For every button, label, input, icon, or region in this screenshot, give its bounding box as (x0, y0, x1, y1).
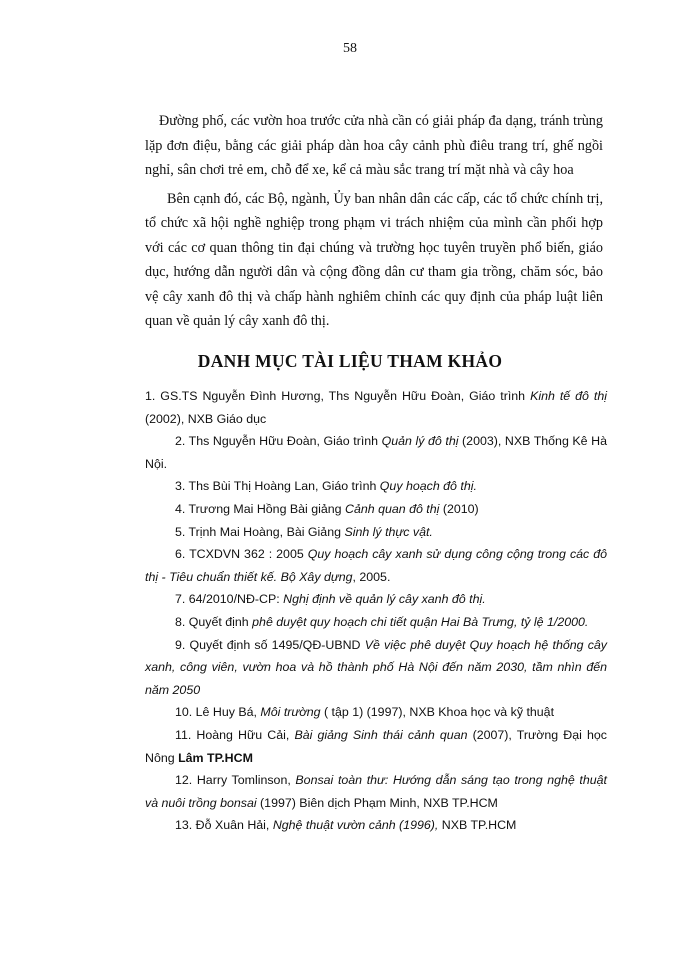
reference-item: 9. Quyết định số 1495/QĐ-UBND Về việc phê duyệt Quy hoạch hệ thống cây xanh, công viên, vườn hoa và hồ thành phố Hà Nội đến năm 2030, tầm nhìn đến năm 2050 (145, 637, 607, 697)
reference-item: 6. TCXDVN 362 : 2005 Quy hoạch cây xanh sử dụng công cộng trong các đô thị - Tiêu chuẩn thiết kế. Bộ Xây dựng, 2005. (145, 547, 608, 584)
reference-item: 5. Trịnh Mai Hoàng, Bài Giảng Sinh lý thực vật. (175, 524, 433, 539)
reference-item: 2. Ths Nguyễn Hữu Đoàn, Giáo trình Quản lý đô thị (2003), NXB Thống Kê Hà Nội. (145, 434, 607, 471)
reference-item: 10. Lê Huy Bá, Môi trường ( tập 1) (1997), NXB Khoa học và kỹ thuật (175, 705, 555, 720)
reference-item: 4. Trương Mai Hồng Bài giảng Cảnh quan đô thị (2010) (175, 501, 479, 516)
reference-item: 1. GS.TS Nguyễn Đình Hương, Ths Nguyễn Hữu Đoàn, Giáo trình Kinh tế đô thị (2002), NXB Giáo dục (145, 389, 607, 426)
paragraph: Đường phố, các vườn hoa trước cửa nhà cần có giải pháp đa dạng, tránh trùng lặp đơn điệu, bằng các giải pháp dàn hoa cây cảnh phù điêu trang trí, ghế ngồi nghỉ, sân chơi trẻ em, chỗ để xe, kể cả màu sắc trang trí mặt nhà và cây hoa (145, 113, 603, 178)
reference-item: 8. Quyết định phê duyệt quy hoạch chi tiết quận Hai Bà Trưng, tỷ lệ 1/2000. (175, 614, 589, 629)
reference-item: 12. Harry Tomlinson, Bonsai toàn thư: Hướng dẫn sáng tạo trong nghệ thuật và nuôi trồng bonsai (1997) Biên dịch Phạm Minh, NXB TP.HCM (145, 773, 607, 810)
reference-list (145, 385, 607, 837)
reference-item: 7. 64/2010/NĐ-CP: Nghị định về quản lý cây xanh đô thị. (175, 592, 486, 607)
reference-item: 13. Đỗ Xuân Hải, Nghệ thuật vườn cảnh (1996), NXB TP.HCM (175, 818, 517, 833)
page-number: 58 (343, 41, 357, 56)
reference-item: 3. Ths Bùi Thị Hoàng Lan, Giáo trình Quy hoạch đô thị. (175, 479, 477, 494)
references-heading: DANH MỤC TÀI LIỆU THAM KHẢO (197, 351, 503, 371)
body-text (145, 109, 603, 334)
paragraph: Bên cạnh đó, các Bộ, ngành, Ủy ban nhân dân các cấp, các tổ chức chính trị, tổ chức xã hội nghề nghiệp trong phạm vi trách nhiệm của mình cần phối hợp với các cơ quan thông tin đại chúng và trường học tuyên truyền phổ biến, giáo dục, hướng dẫn người dân và cộng đồng dân cư tham gia trồng, chăm sóc, bảo vệ cây xanh đô thị và chấp hành nghiêm chỉnh các quy định của pháp luật liên quan về quản lý cây xanh đô thị. (145, 190, 603, 329)
reference-item: 11. Hoàng Hữu Cải, Bài giảng Sinh thái cảnh quan (2007), Trường Đại học Nông Lâm TP.HCM (145, 727, 607, 765)
